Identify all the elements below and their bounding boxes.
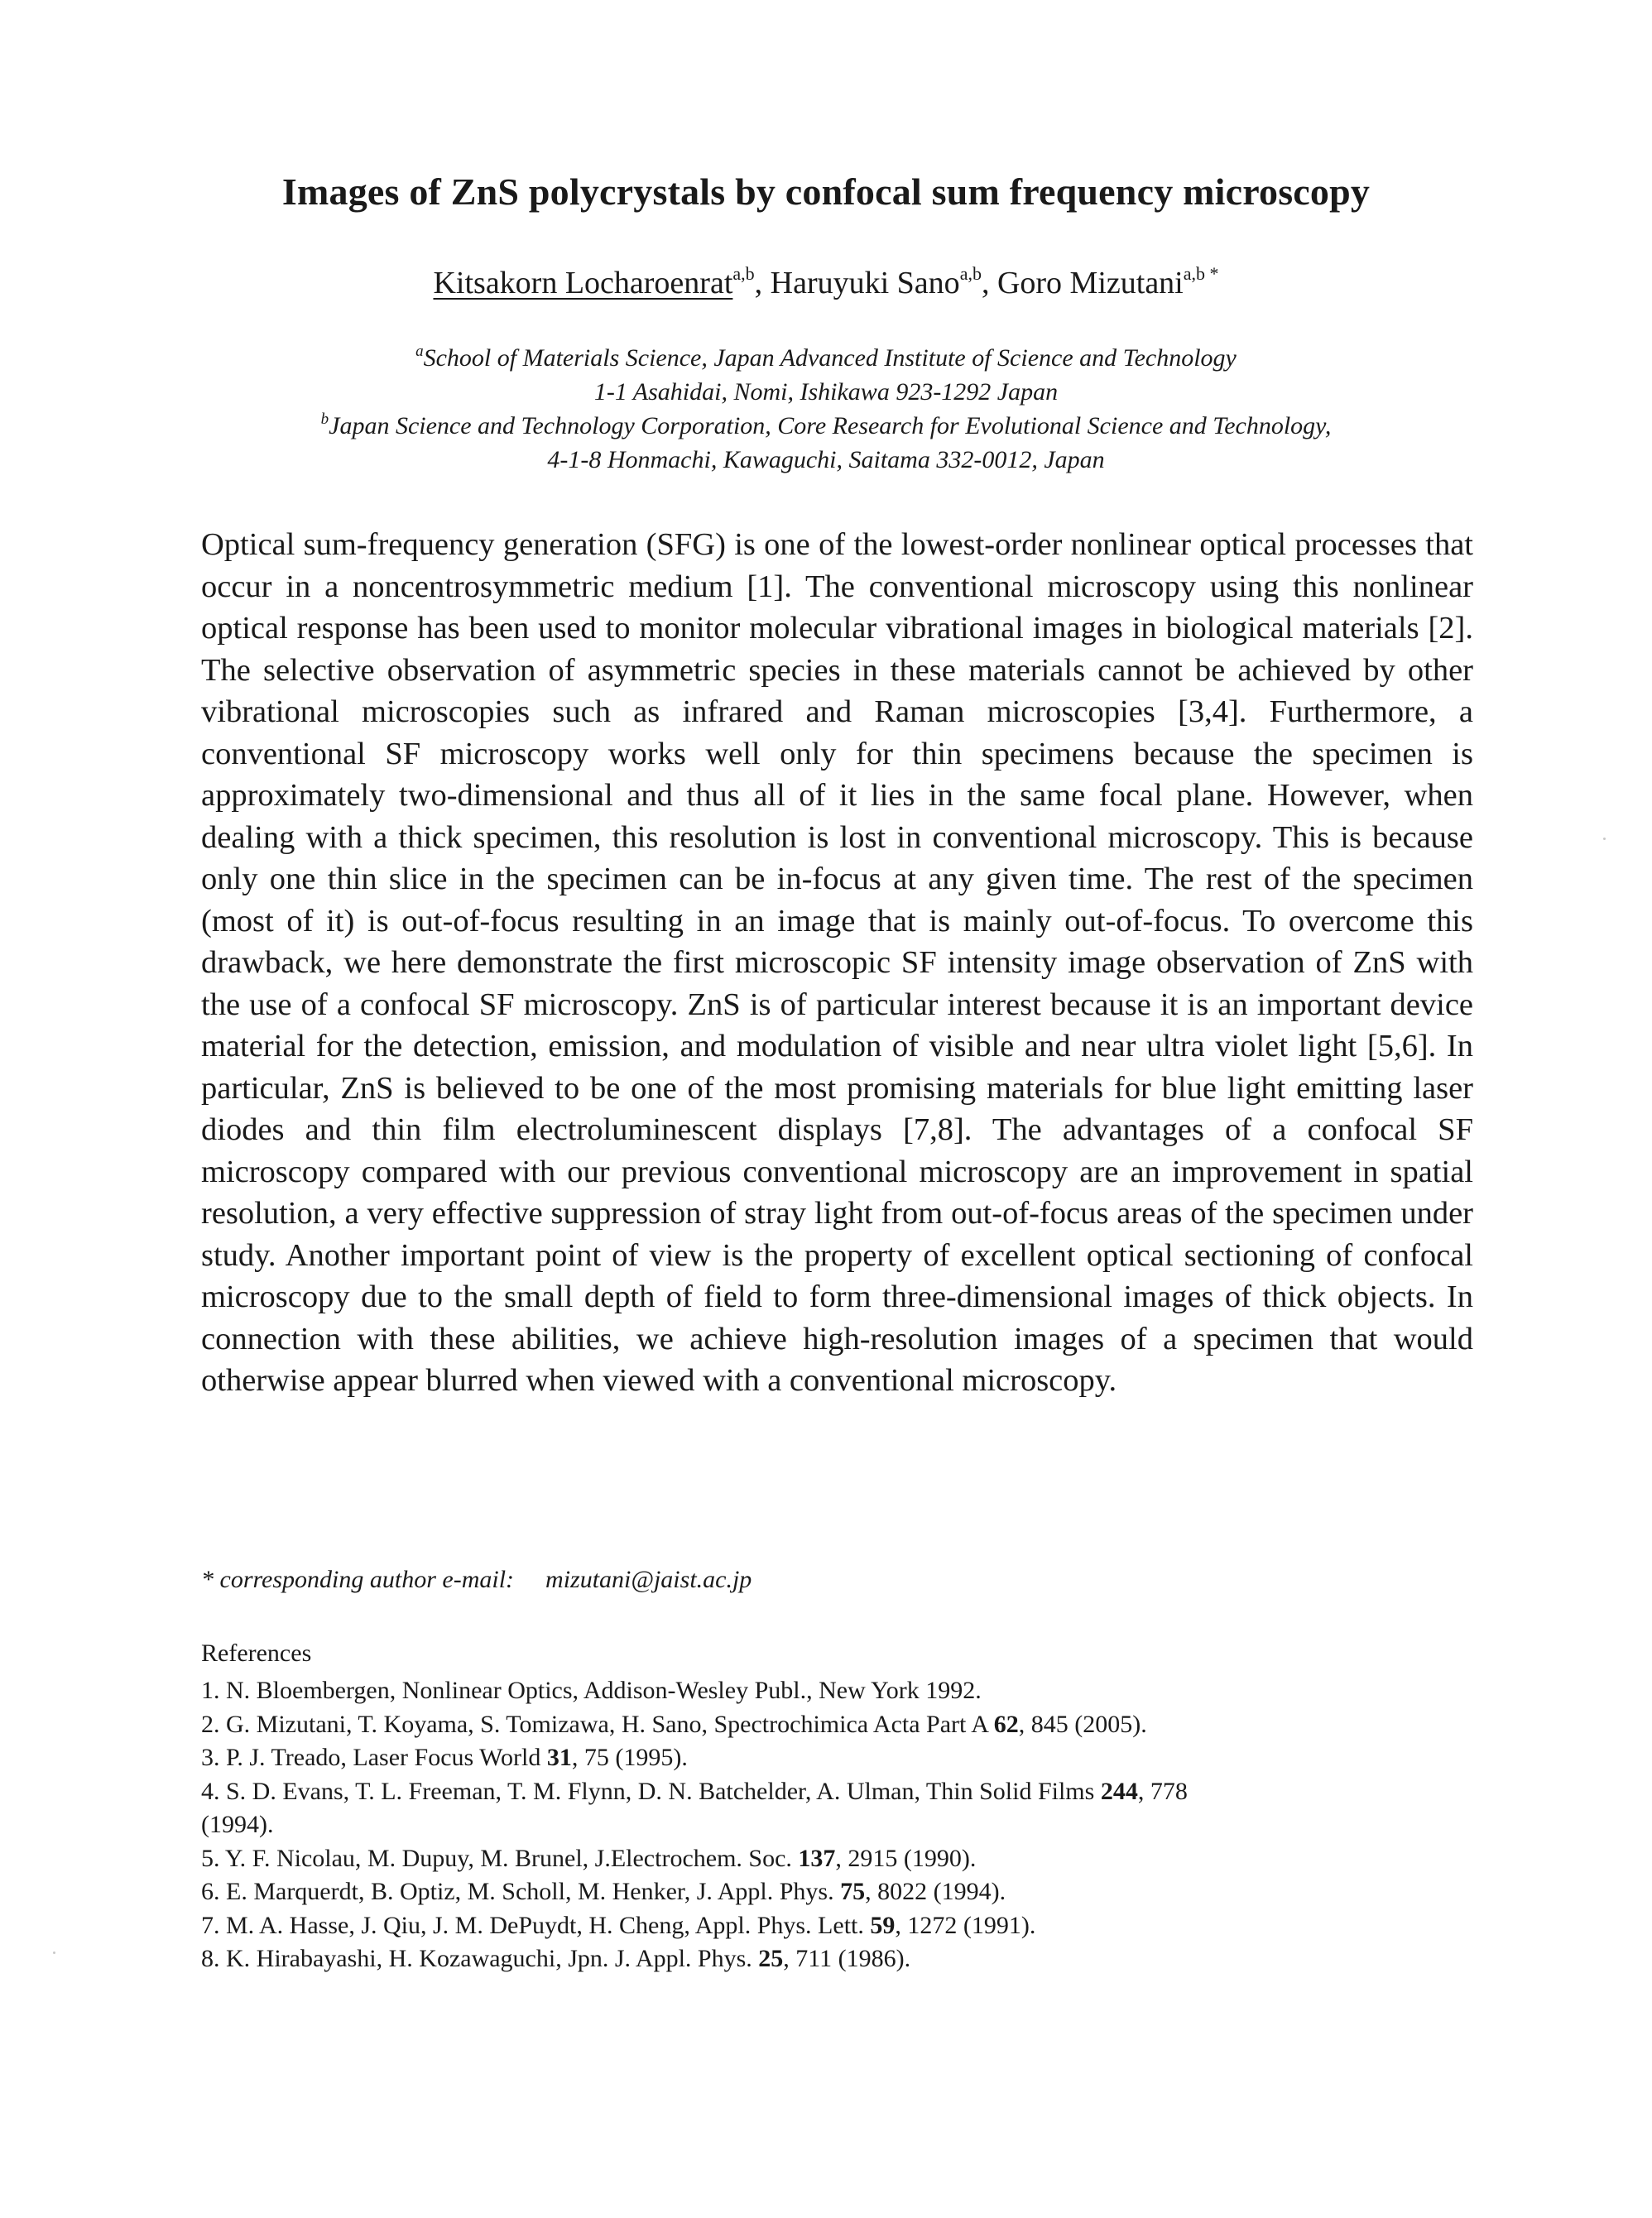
reference-continuation: (1994). xyxy=(201,1811,274,1838)
reference-list xyxy=(201,1674,1443,1976)
reference-item xyxy=(201,1942,1443,1976)
reference-volume: 31 xyxy=(546,1744,572,1771)
author-affiliation-mark: a,b * xyxy=(1183,263,1219,284)
author-name: Kitsakorn Locharoenrat xyxy=(433,266,733,300)
reference-volume: 62 xyxy=(993,1710,1019,1738)
reference-text: 1. N. Bloembergen, Nonlinear Optics, Addison-Wesley Publ., New York 1992. xyxy=(201,1677,982,1704)
reference-volume: 75 xyxy=(840,1878,866,1905)
reference-item xyxy=(201,1842,1443,1876)
corresponding-label: * corresponding author e-mail: xyxy=(201,1566,515,1593)
abstract-body: Optical sum-frequency generation (SFG) is one of the lowest-order nonlinear optical processes that occur in a noncentrosymmetric medium [1]. The conventional microscopy using this nonlinear optical response has been used to monitor molecular vibrational images in biological materials [2]. The selective observation of asymmetric species in these materials cannot be achieved by other vibrational microscopies such as infrared and Raman microscopies [3,4]. Furthermore, a conventional SF microscopy works well only for thin specimens because the specimen is approximately two-dimensional and thus all of it lies in the same focal plane. However, when dealing with a thick specimen, this resolution is lost in conventional microscopy. This is because only one thin slice in the specimen can be in-focus at any given time. The rest of the specimen (most of it) is out-of-focus resulting in an image that is mainly out-of-focus. To overcome this drawback, we here demonstrate the first microscopic SF intensity image observation of ZnS with the use of a confocal SF microscopy. ZnS is of particular interest because it is an important device material for the detection, emission, and modulation of visible and near ultra violet light [5,6]. In particular, ZnS is believed to be one of the most promising materials for blue light emitting laser diodes and thin film electroluminescent displays [7,8]. The advantages of a confocal SF microscopy compared with our previous conventional microscopy are an improvement in spatial resolution, a very effective suppression of stray light from out-of-focus areas of the specimen under study. Another important point of view is the property of excellent optical sectioning of confocal microscopy due to the small depth of field to form three-dimensional images of thick objects. In connection with these abilities, we achieve high-resolution images of a specimen that would otherwise appear blurred when viewed with a conventional microscopy. xyxy=(201,527,1473,1398)
author-name: Haruyuki Sano xyxy=(770,266,960,300)
affiliation-mark: b xyxy=(320,410,329,428)
reference-tail: , 2915 (1990). xyxy=(835,1844,977,1872)
author-list: Kitsakorn Locharoenrat$^{a,b}$, Haruyuki Sano$^{a,b}$, Goro Mizutani$^{a,b *}$ xyxy=(433,263,1219,300)
reference-text: 8. K. Hirabayashi, H. Kozawaguchi, Jpn. J. Appl. Phys. xyxy=(201,1945,759,1972)
affiliation-line xyxy=(0,375,1652,409)
scan-speck xyxy=(53,1952,55,1954)
reference-text: 6. E. Marquerdt, B. Optiz, M. Scholl, M. Henker, J. Appl. Phys. xyxy=(201,1878,841,1905)
reference-item xyxy=(201,1708,1443,1742)
reference-volume: 244 xyxy=(1100,1777,1138,1805)
reference-item xyxy=(201,1875,1443,1909)
author-affiliation-mark: a,b xyxy=(959,263,982,284)
reference-volume: 59 xyxy=(870,1911,896,1939)
reference-tail: , 845 (2005). xyxy=(1018,1710,1147,1738)
affiliation-text: School of Materials Science, Japan Advanced Institute of Science and Technology xyxy=(423,344,1237,372)
reference-text: 2. G. Mizutani, T. Koyama, S. Tomizawa, H. Sano, Spectrochimica Acta Part A xyxy=(201,1710,994,1738)
author-entry xyxy=(433,263,755,300)
author-entry xyxy=(770,263,982,300)
author-name: Goro Mizutani xyxy=(996,266,1184,300)
reference-tail: , 8022 (1994). xyxy=(865,1878,1006,1905)
affiliation-block xyxy=(0,341,1652,477)
author-affiliation-mark: a,b xyxy=(732,263,755,284)
reference-tail: , 75 (1995). xyxy=(571,1744,688,1771)
reference-text: 7. M. A. Hasse, J. Qiu, J. M. DePuydt, H. Cheng, Appl. Phys. Lett. xyxy=(201,1911,871,1939)
reference-volume: 137 xyxy=(798,1844,836,1872)
corresponding-email-link[interactable]: mizutani@jaist.ac.jp xyxy=(545,1566,752,1593)
reference-tail: , 711 (1986). xyxy=(783,1945,911,1972)
reference-tail: , 778 xyxy=(1137,1777,1188,1805)
reference-volume: 25 xyxy=(758,1945,784,1972)
reference-item xyxy=(201,1741,1443,1775)
references-heading: References xyxy=(201,1639,312,1667)
reference-item xyxy=(201,1909,1443,1943)
affiliation-text: Japan Science and Technology Corporation, Core Research for Evolutional Science and Technology, xyxy=(329,412,1332,439)
paper-title: Images of ZnS polycrystals by confocal sum frequency microscopy xyxy=(281,170,1371,213)
affiliation-line xyxy=(0,409,1652,443)
scan-speck xyxy=(1603,838,1606,840)
affiliation-text: 4-1-8 Honmachi, Kawaguchi, Saitama 332-0012, Japan xyxy=(547,446,1105,473)
reference-item xyxy=(201,1674,1443,1708)
corresponding-author-note xyxy=(201,1566,752,1594)
reference-item xyxy=(201,1775,1443,1842)
affiliation-line xyxy=(0,443,1652,477)
reference-text: 3. P. J. Treado, Laser Focus World xyxy=(201,1744,547,1771)
affiliation-mark: a xyxy=(415,343,424,360)
reference-tail: , 1272 (1991). xyxy=(895,1911,1036,1939)
reference-text: 5. Y. F. Nicolau, M. Dupuy, M. Brunel, J.Electrochem. Soc. xyxy=(201,1844,799,1872)
reference-text: 4. S. D. Evans, T. L. Freeman, T. M. Flynn, D. N. Batchelder, A. Ulman, Thin Solid Films xyxy=(201,1777,1101,1805)
affiliation-text: 1-1 Asahidai, Nomi, Ishikawa 923-1292 Japan xyxy=(593,378,1059,406)
author-entry xyxy=(996,263,1219,300)
affiliation-line xyxy=(0,341,1652,375)
